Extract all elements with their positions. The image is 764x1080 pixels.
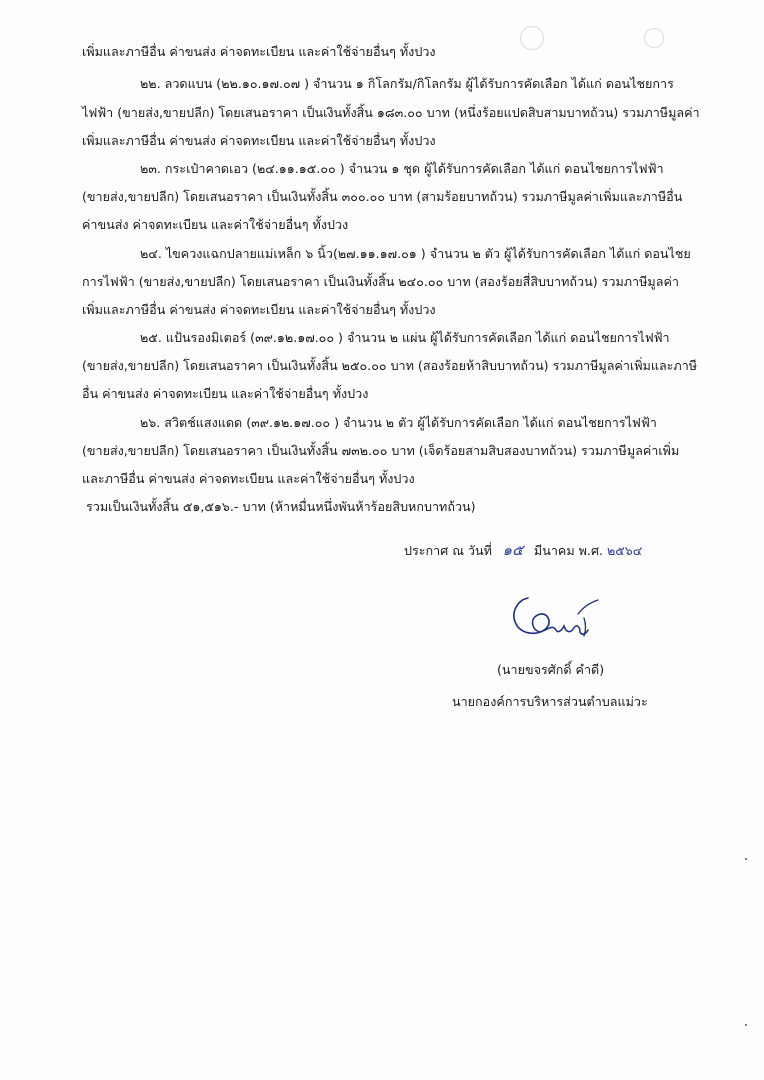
- item-26-line: ๒๖. สวิตช์แสงแดด (๓๙.๑๒.๑๗.๐๐ ) จำนวน ๒ ตัว ผู้ได้รับการคัดเลือก ได้แก่ ดอนไชยการไฟฟ้า: [140, 415, 657, 430]
- body-line: อื่น ค่าขนส่ง ค่าจดทะเบียน และค่าใช้จ่ายอื่นๆ ทั้งปวง: [82, 386, 369, 401]
- item-23-line: ๒๓. กระเป๋าคาดเอว (๒๔.๑๑.๑๕.๐๐ ) จำนวน ๑ ชุด ผู้ได้รับการคัดเลือก ได้แก่ ดอนไชยการไฟฟ้า: [140, 161, 664, 176]
- announce-year: ๒๕๖๔: [606, 543, 643, 558]
- signer-name: (นายขจรศักดิ์ คำดี): [497, 662, 605, 677]
- scan-speck: [745, 858, 747, 860]
- grand-total-line: รวมเป็นเงินทั้งสิ้น ๕๑,๕๑๖.- บาท (ห้าหมื่นหนึ่งพันห้าร้อยสิบหกบาทถ้วน): [86, 499, 476, 514]
- scan-speck: [745, 1024, 747, 1026]
- item-24-line: ๒๔. ไขควงแฉกปลายแม่เหล็ก ๖ นิ้ว(๒๗.๑๑.๑๗.๐๑ ) จำนวน ๒ ตัว ผู้ได้รับการคัดเลือก ได้แก่ ดอนไชย: [140, 246, 691, 261]
- body-line: เพิ่มและภาษีอื่น ค่าขนส่ง ค่าจดทะเบียน และค่าใช้จ่ายอื่นๆ ทั้งปวง: [82, 302, 436, 317]
- announce-day: ๑๕: [502, 541, 524, 559]
- announce-prefix: ประกาศ ณ วันที่: [404, 543, 492, 558]
- scan-artifact: [644, 28, 664, 48]
- item-25-line: ๒๕. แป้นรองมิเตอร์ (๓๙.๑๒.๑๗.๐๐ ) จำนวน ๒ แผ่น ผู้ได้รับการคัดเลือก ได้แก่ ดอนไชยการไฟฟ้า: [140, 330, 670, 345]
- body-line: การไฟฟ้า (ขายส่ง,ขายปลีก) โดยเสนอราคา เป็นเงินทั้งสิ้น ๒๔๐.๐๐ บาท (สองร้อยสี่สิบบาทถ้วน) รวมภาษีมูลค่า: [82, 274, 679, 289]
- body-line: (ขายส่ง,ขายปลีก) โดยเสนอราคา เป็นเงินทั้งสิ้น ๒๕๐.๐๐ บาท (สองร้อยห้าสิบบาทถ้วน) รวมภาษีมูลค่าเพิ่มและภาษี: [82, 358, 698, 373]
- body-line: ไฟฟ้า (ขายส่ง,ขายปลีก) โดยเสนอราคา เป็นเงินทั้งสิ้น ๑๘๓.๐๐ บาท (หนึ่งร้อยแปดสิบสามบาทถ้วน) รวมภาษีมูลค่า: [82, 105, 700, 120]
- body-line: (ขายส่ง,ขายปลีก) โดยเสนอราคา เป็นเงินทั้งสิ้น ๓๐๐.๐๐ บาท (สามร้อยบาทถ้วน) รวมภาษีมูลค่าเพิ่มและภาษีอื่น: [82, 189, 683, 204]
- body-line: ค่าขนส่ง ค่าจดทะเบียน และค่าใช้จ่ายอื่นๆ ทั้งปวง: [82, 217, 349, 232]
- announce-month: มีนาคม พ.ศ.: [533, 543, 603, 558]
- body-line: (ขายส่ง,ขายปลีก) โดยเสนอราคา เป็นเงินทั้งสิ้น ๗๓๒.๐๐ บาท (เจ็ดร้อยสามสิบสองบาทถ้วน) รวมภาษีมูลค่าเพิ่ม: [82, 443, 680, 458]
- signer-title: นายกองค์การบริหารส่วนตำบลแม่วะ: [452, 694, 648, 709]
- scan-artifact: [520, 26, 544, 50]
- handwritten-signature: [500, 590, 610, 650]
- body-line: และภาษีอื่น ค่าขนส่ง ค่าจดทะเบียน และค่าใช้จ่ายอื่นๆ ทั้งปวง: [82, 471, 415, 486]
- body-line: เพิ่มและภาษีอื่น ค่าขนส่ง ค่าจดทะเบียน และค่าใช้จ่ายอื่นๆ ทั้งปวง: [82, 133, 436, 148]
- body-line: เพิ่มและภาษีอื่น ค่าขนส่ง ค่าจดทะเบียน และค่าใช้จ่ายอื่นๆ ทั้งปวง: [82, 44, 436, 59]
- announcement-date: [404, 540, 642, 561]
- item-22-line: ๒๒. ลวดแบน (๒๒.๑๐.๑๗.๐๗ ) จำนวน ๑ กิโลกรัม/กิโลกรัม ผู้ได้รับการคัดเลือก ได้แก่ ดอนไชยการ: [140, 76, 674, 91]
